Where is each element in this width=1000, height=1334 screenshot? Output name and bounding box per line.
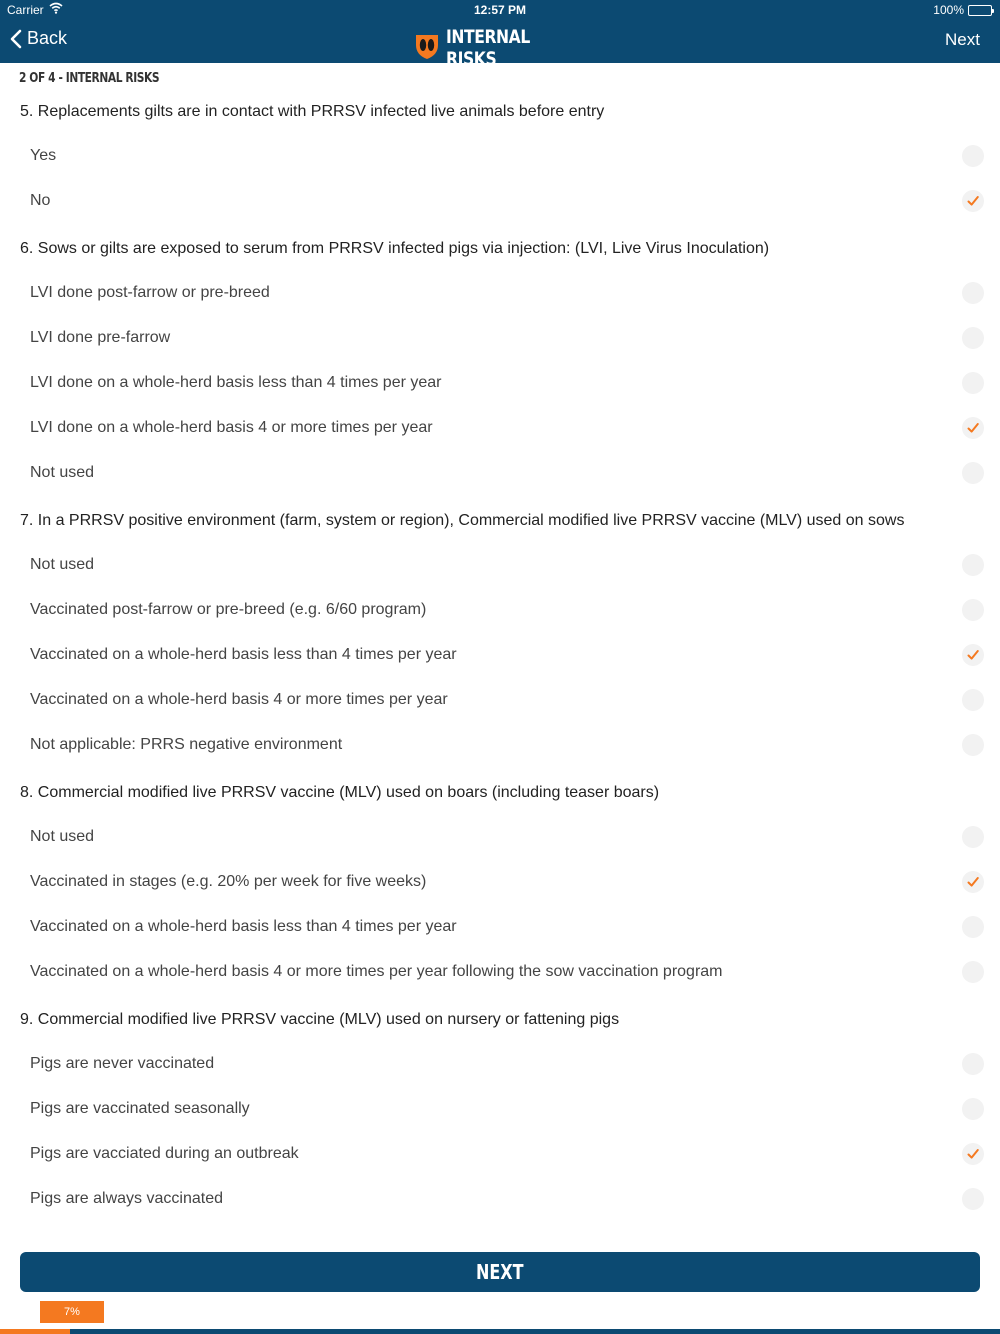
answer-option-label: Vaccinated in stages (e.g. 20% per week for five weeks) [30,872,427,890]
back-label: Back [27,28,68,48]
question-text: 8. Commercial modified live PRRSV vaccine (MLV) used on boars (including teaser boars) [20,784,660,801]
checkmark-icon [966,421,980,435]
answer-option-label: Vaccinated on a whole-herd basis less than 4 times per year [30,645,457,663]
answer-option[interactable] [0,722,1000,767]
answer-option[interactable] [0,677,1000,722]
battery-percent: 100% [933,3,964,17]
answer-option[interactable] [0,632,1000,677]
step-label: 2 OF 4 - INTERNAL RISKS [19,71,160,86]
navigation-bar [0,0,1000,70]
answer-option[interactable] [0,450,1000,495]
answer-option[interactable] [0,133,1000,178]
answer-option-label: No [30,191,51,209]
answer-option[interactable] [0,904,1000,949]
radio-unchecked[interactable] [962,1188,984,1210]
clock: 12:57 PM [473,3,527,17]
title-text: INTERNAL RISKS [446,26,530,70]
answer-option[interactable] [0,587,1000,632]
answer-option[interactable] [0,1086,1000,1131]
answer-option[interactable] [0,949,1000,994]
radio-unchecked[interactable] [962,327,984,349]
radio-unchecked[interactable] [962,1053,984,1075]
answer-option[interactable] [0,270,1000,315]
answer-option[interactable] [0,178,1000,223]
answer-option-label: Pigs are vacciated during an outbreak [30,1144,299,1162]
answer-option[interactable] [0,814,1000,859]
radio-checked[interactable] [962,190,984,212]
next-button-label: NEXT [476,1260,524,1284]
answer-option[interactable] [0,1041,1000,1086]
question-text: 7. In a PRRSV positive environment (farm, system or region), Commercial modified live PRRSV vaccine (MLV) used on sows [20,512,905,529]
radio-unchecked[interactable] [962,689,984,711]
answer-option-label: LVI done on a whole-herd basis 4 or more times per year [30,418,433,436]
answer-option-label: Not used [30,827,95,845]
radio-checked[interactable] [962,1143,984,1165]
answer-option-label: Vaccinated on a whole-herd basis 4 or more times per year following the sow vaccination program [30,962,723,980]
answer-option-label: Pigs are vaccinated seasonally [30,1099,250,1117]
answer-option[interactable] [0,405,1000,450]
radio-unchecked[interactable] [962,554,984,576]
radio-unchecked[interactable] [962,961,984,983]
radio-unchecked[interactable] [962,145,984,167]
radio-unchecked[interactable] [962,916,984,938]
radio-unchecked[interactable] [962,282,984,304]
page-title [0,26,1000,70]
answer-option[interactable] [0,859,1000,904]
question-text: 6. Sows or gilts are exposed to serum from PRRSV infected pigs via injection: (LVI, Live Virus Inoculation) [20,240,770,257]
carrier-label: Carrier [7,3,44,17]
checkmark-icon [966,648,980,662]
shield-logo-icon [414,32,440,65]
battery-icon [968,5,992,16]
answer-option-label: LVI done pre-farrow [30,328,171,346]
next-button[interactable] [20,1252,980,1292]
radio-checked[interactable] [962,417,984,439]
radio-checked[interactable] [962,644,984,666]
status-bar [0,0,1000,20]
answer-option-label: Pigs are never vaccinated [30,1054,215,1072]
answer-option-label: Not used [30,555,95,573]
answer-option[interactable] [0,315,1000,360]
battery-indicator [933,3,992,17]
radio-unchecked[interactable] [962,599,984,621]
answer-option-label: Vaccinated on a whole-herd basis less than 4 times per year [30,917,457,935]
checkmark-icon [966,1147,980,1161]
radio-unchecked[interactable] [962,734,984,756]
radio-unchecked[interactable] [962,462,984,484]
answer-option-label: Vaccinated post-farrow or pre-breed (e.g. 6/60 program) [30,600,427,618]
checkmark-icon [966,194,980,208]
answer-option-label: Not applicable: PRRS negative environment [30,735,343,753]
radio-unchecked[interactable] [962,1098,984,1120]
progress-fill [0,1329,70,1334]
nav-next-button[interactable]: Next [945,30,980,49]
answer-option-label: LVI done post-farrow or pre-breed [30,283,270,301]
answer-option-label: Vaccinated on a whole-herd basis 4 or more times per year [30,690,448,708]
answer-option[interactable] [0,542,1000,587]
answer-option-label: Not used [30,463,95,481]
radio-unchecked[interactable] [962,826,984,848]
answer-option[interactable] [0,1131,1000,1176]
checkmark-icon [966,875,980,889]
radio-unchecked[interactable] [962,372,984,394]
question-text: 5. Replacements gilts are in contact with PRRSV infected live animals before entry [20,103,605,120]
question-text: 9. Commercial modified live PRRSV vaccine (MLV) used on nursery or fattening pigs [20,1011,620,1028]
radio-checked[interactable] [962,871,984,893]
progress-bar [0,1329,1000,1334]
answer-option[interactable] [0,360,1000,405]
answer-option-label: Pigs are always vaccinated [30,1189,223,1207]
answer-option-label: LVI done on a whole-herd basis less than 4 times per year [30,373,442,391]
answer-option[interactable] [0,1176,1000,1221]
answer-option-label: Yes [30,146,57,164]
progress-label: 7% [40,1301,104,1323]
